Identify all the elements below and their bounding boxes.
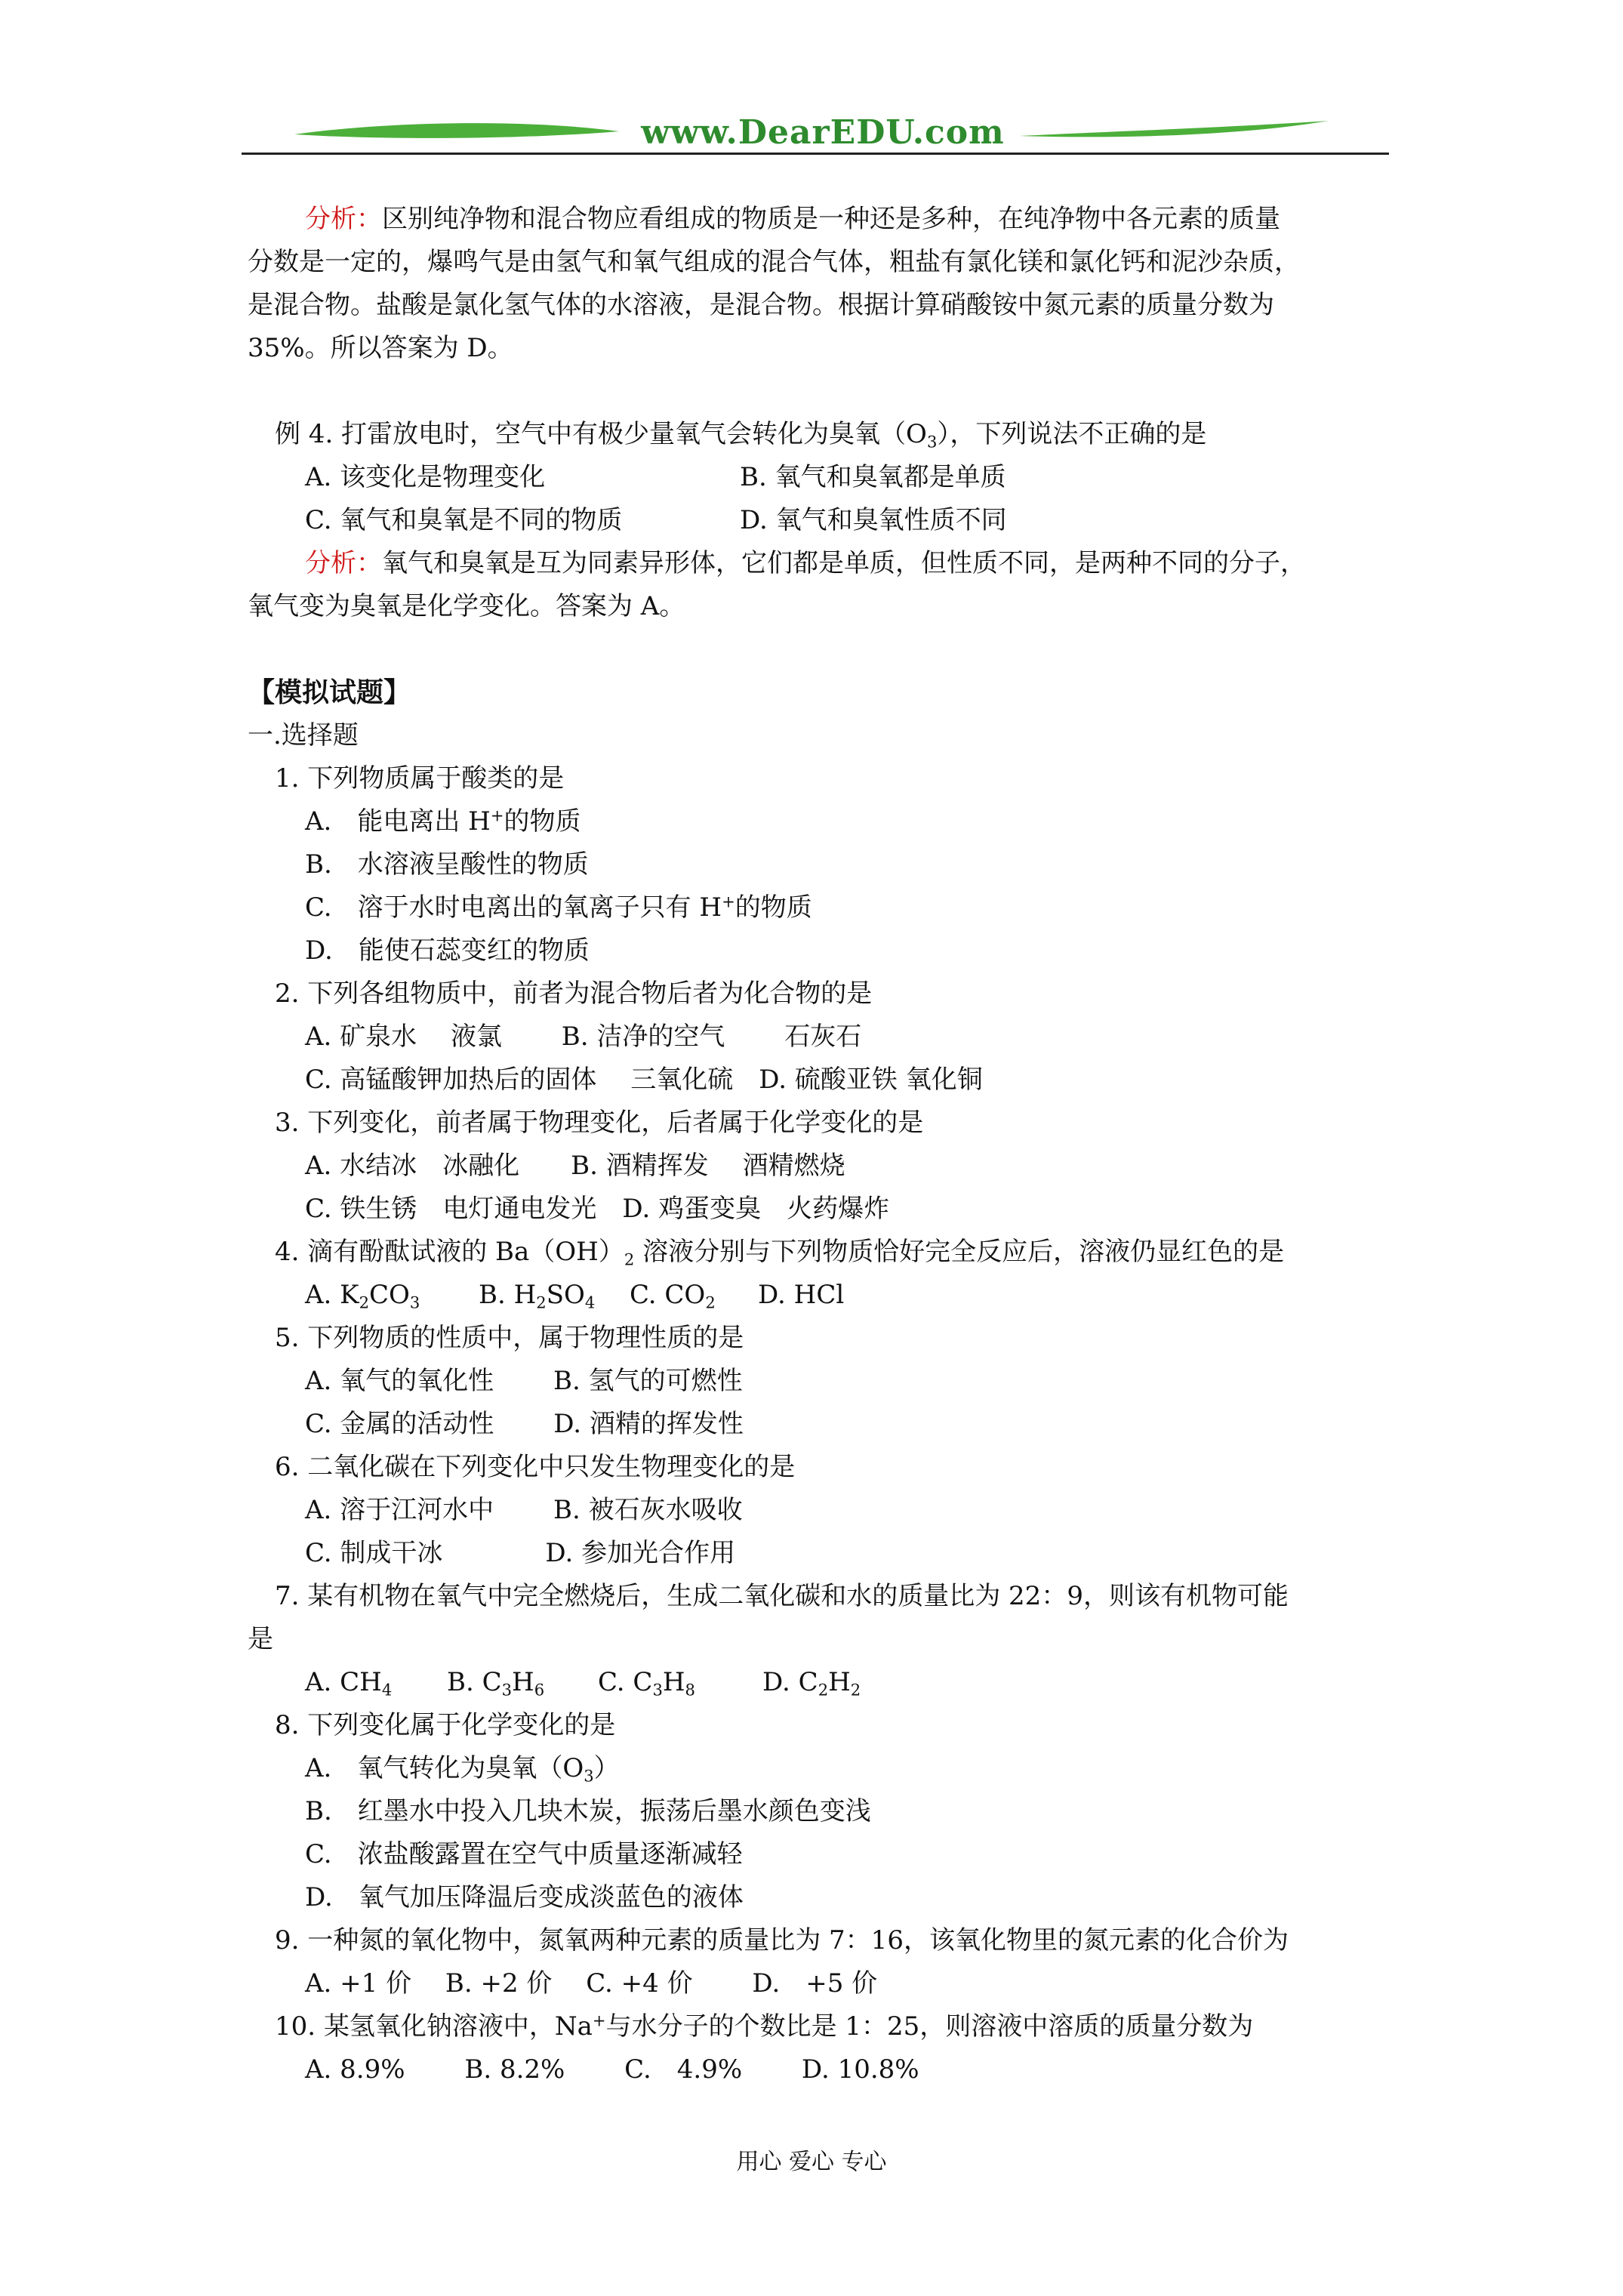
header-rule <box>242 153 1389 155</box>
question-6-options-cd: C. 制成干冰 D. 参加光合作用 <box>305 1538 736 1568</box>
question-5-options-cd: C. 金属的活动性 D. 酒精的挥发性 <box>305 1409 744 1439</box>
question-3-options-cd: C. 铁生锈 电灯通电发光 D. 鸡蛋变臭 火药爆炸 <box>305 1194 890 1224</box>
question-1-stem: 1. 下列物质属于酸类的是 <box>275 763 565 794</box>
question-8-option-c: C. 浓盐酸露置在空气中质量逐渐减轻 <box>305 1839 743 1869</box>
question-1-option-b: B. 水溶液呈酸性的物质 <box>305 849 589 880</box>
spacer <box>248 370 1425 413</box>
example-4-options-cd: C. 氧气和臭氧是不同的物质 D. 氧气和臭氧性质不同 <box>305 505 1007 535</box>
question-10-stem: 10. 某氢氧化钠溶液中，Na+与水分子的个数比是 1：25，则溶液中溶质的质量分数为 <box>275 2011 1254 2042</box>
question-7-options: A. $CH_4$ B. $C_3H_6$ C. $C_3H_8$ D. $C_2H_2$ <box>305 1667 861 1700</box>
analysis-3-line-3: 是混合物。盐酸是氯化氢气体的水溶液，是混合物。根据计算硝酸铵中氮元素的质量分数为 <box>248 290 1274 320</box>
example-4-options-ab: A. 该变化是物理变化 B. 氧气和臭氧都是单质 <box>305 462 1006 492</box>
question-9-options: A. +1 价 B. +2 价 C. +4 价 D. +5 价 <box>305 1968 878 1999</box>
question-8-option-b: B. 红墨水中投入几块木炭，振荡后墨水颜色变浅 <box>305 1796 871 1826</box>
section-title: 【模拟试题】 <box>248 676 411 708</box>
example-4-stem: 例 4. 打雷放电时，空气中有极少量氧气会转化为臭氧$(O_3)$，下列说法不正确的是 <box>275 419 1207 451</box>
question-8-option-a: A. 氧气转化为臭氧$(O_3)$ <box>305 1753 620 1786</box>
question-6-options-ab: A. 溶于江河水中 B. 被石灰水吸收 <box>305 1495 743 1525</box>
question-2-options-cd: C. 高锰酸钾加热后的固体 三氧化硫 D. 硫酸亚铁 氧化铜 <box>305 1065 983 1095</box>
spacer <box>248 628 1425 671</box>
page-footer: 用心 爱心 专心 <box>736 2149 887 2175</box>
question-8-stem: 8. 下列变化属于化学变化的是 <box>275 1710 616 1740</box>
question-4-stem: 4. 滴有酚酞试液的 $Ba(OH)_2$ 溶液分别与下列物质恰好完全反应后，溶液仍显红色的是 <box>275 1237 1285 1269</box>
question-1-option-d: D. 能使石蕊变红的物质 <box>305 935 590 966</box>
question-7-stem: 7. 某有机物在氧气中完全燃烧后，生成二氧化碳和水的质量比为 22：9，则该有机物可能 <box>275 1581 1289 1611</box>
question-3-stem: 3. 下列变化，前者属于物理变化，后者属于化学变化的是 <box>275 1108 924 1138</box>
analysis-label: 分析： <box>305 204 382 234</box>
question-1-option-c: C. 溶于水时电离出的氧离子只有 H+的物质 <box>305 892 812 923</box>
question-4-options: A. $K_2CO_3$ B. $H_2SO_4$ C. $CO_2$ D. HCl <box>305 1280 845 1312</box>
analysis-3-line-2: 分数是一定的，爆鸣气是由氢气和氧气组成的混合气体，粗盐有氯化镁和氯化钙和泥沙杂质， <box>248 247 1300 277</box>
question-5-stem: 5. 下列物质的性质中，属于物理性质的是 <box>275 1323 744 1353</box>
question-5-options-ab: A. 氧气的氧化性 B. 氢气的可燃性 <box>305 1366 743 1396</box>
question-1-option-a: A. 能电离出 H+的物质 <box>305 806 581 837</box>
question-6-stem: 6. 二氧化碳在下列变化中只发生物理变化的是 <box>275 1452 796 1482</box>
question-3-options-ab: A. 水结冰 冰融化 B. 酒精挥发 酒精燃烧 <box>305 1151 845 1181</box>
question-8-option-d: D. 氧气加压降温后变成淡蓝色的液体 <box>305 1882 744 1912</box>
analysis-label: 分析： <box>305 548 382 578</box>
question-2-stem: 2. 下列各组物质中，前者为混合物后者为化合物的是 <box>275 978 873 1009</box>
page-header <box>242 106 1389 166</box>
question-2-options-ab: A. 矿泉水 液氯 B. 洁净的空气 石灰石 <box>305 1022 862 1052</box>
site-logo: www.DearEDU.com <box>641 113 1005 152</box>
question-9-stem: 9. 一种氮的氧化物中，氮氧两种元素的质量比为 7：16，该氧化物里的氮元素的化合价为 <box>275 1925 1289 1955</box>
analysis-4-line-2: 氧气变为臭氧是化学变化。答案为 A。 <box>248 591 685 621</box>
analysis-4-line-1: 分析：氧气和臭氧是互为同素异形体，它们都是单质，但性质不同，是两种不同的分子， <box>305 548 1306 578</box>
analysis-3-line-1: 分析：区别纯净物和混合物应看组成的物质是一种还是多种，在纯净物中各元素的质量 <box>305 204 1280 234</box>
document-body <box>248 198 1425 2091</box>
analysis-3-line-4: 35%。所以答案为 D。 <box>248 333 513 363</box>
question-10-options: A. 8.9% B. 8.2% C. 4.9% D. 10.8% <box>305 2054 919 2085</box>
question-7-stem-cont: 是 <box>248 1624 273 1654</box>
part-title: 一.选择题 <box>248 720 359 750</box>
